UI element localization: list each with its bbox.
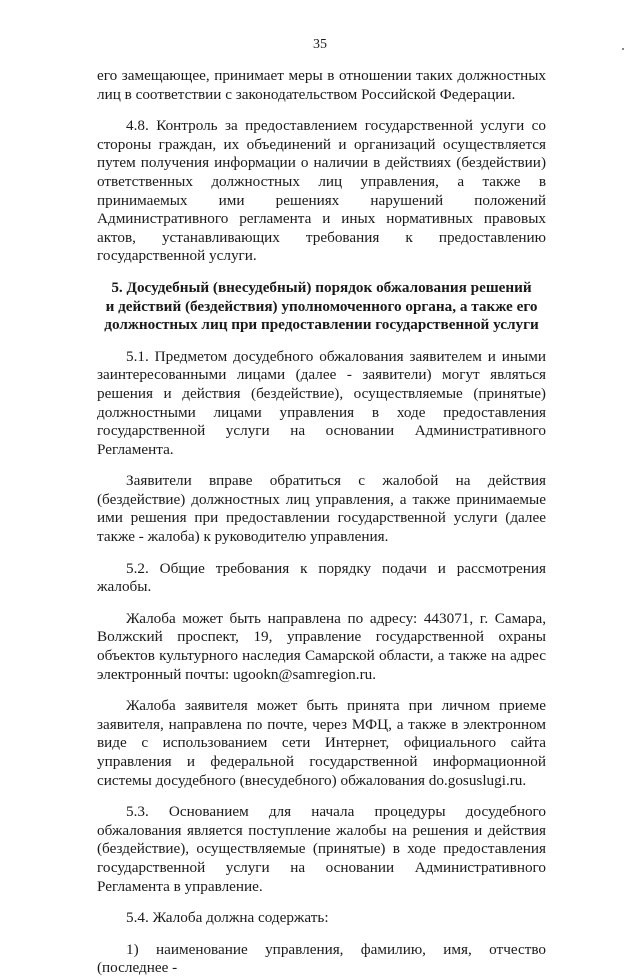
heading-line: 5. Досудебный (внесудебный) порядок обжалования решений — [111, 278, 532, 296]
paragraph-5-1: 5.1. Предметом досудебного обжалования заявителем и иными заинтересованными лицами (далее - заявители) могут являться решения и действия (бездействие), осуществляемые (принятые) должностными лицами управления в ходе предоставления государственной услуги на основании Административного Регламента. — [97, 347, 546, 458]
paragraph-5-2: 5.2. Общие требования к порядку подачи и рассмотрения жалобы. — [97, 559, 546, 596]
heading-line: должностных лиц при предоставлении государственной услуги — [104, 316, 539, 334]
section-5-heading — [97, 279, 546, 335]
paragraph-5-3: 5.3. Основанием для начала процедуры досудебного обжалования является поступление жалобы на решения и действия (бездействие), осуществляемые (принятые) в ходе предоставления государственной услуги на основании Административного Регламента в управление. — [97, 803, 546, 895]
paragraph-continuation: его замещающее, принимает меры в отношении таких должностных лиц в соответствии с законодательством Российской Федерации. — [97, 67, 546, 103]
paragraph-5-4: 5.4. Жалоба должна содержать: — [126, 909, 329, 927]
paragraph-4-8: 4.8. Контроль за предоставлением государственной услуги со стороны граждан, их объединений и организаций осуществляется путем получения информации о наличии в действиях (бездействии) ответственных должностных лиц управления, а также в принимаемых ими решениях нарушений положений Административного регламента и иных нормативных правовых актов, устанавливающих требования к предоставлению государственной услуги. — [97, 117, 546, 265]
paragraph-address: Жалоба может быть направлена по адресу: 443071, г. Самара, Волжский проспект, 19, управление государственной охраны объектов культурного наследия Самарской области, а также на адрес электронный почты: ugookn@samregion.ru. — [97, 609, 546, 683]
heading-line: и действий (бездействия) уполномоченного органа, а также его — [105, 297, 538, 315]
paragraph-item-1: 1) наименование управления, фамилию, имя, отчество (последнее - — [97, 940, 546, 977]
scan-speck — [622, 48, 624, 50]
paragraph-channels: Жалоба заявителя может быть принята при личном приеме заявителя, направлена по почте, через МФЦ, а также в электронном виде с использованием сети Интернет, официального сайта управления и федеральной государственной информационной системы досудебного (внесудебного) обжалования do.gosuslugi.ru. — [97, 697, 546, 789]
page-number: 35 — [313, 37, 327, 52]
paragraph-applicants: Заявители вправе обратиться с жалобой на действия (бездействие) должностных лиц управления, а также принимаемые ими решения при предоставлении государственной услуги (далее также - жалоба) к руководителю управления. — [97, 472, 546, 546]
document-body — [97, 67, 546, 978]
